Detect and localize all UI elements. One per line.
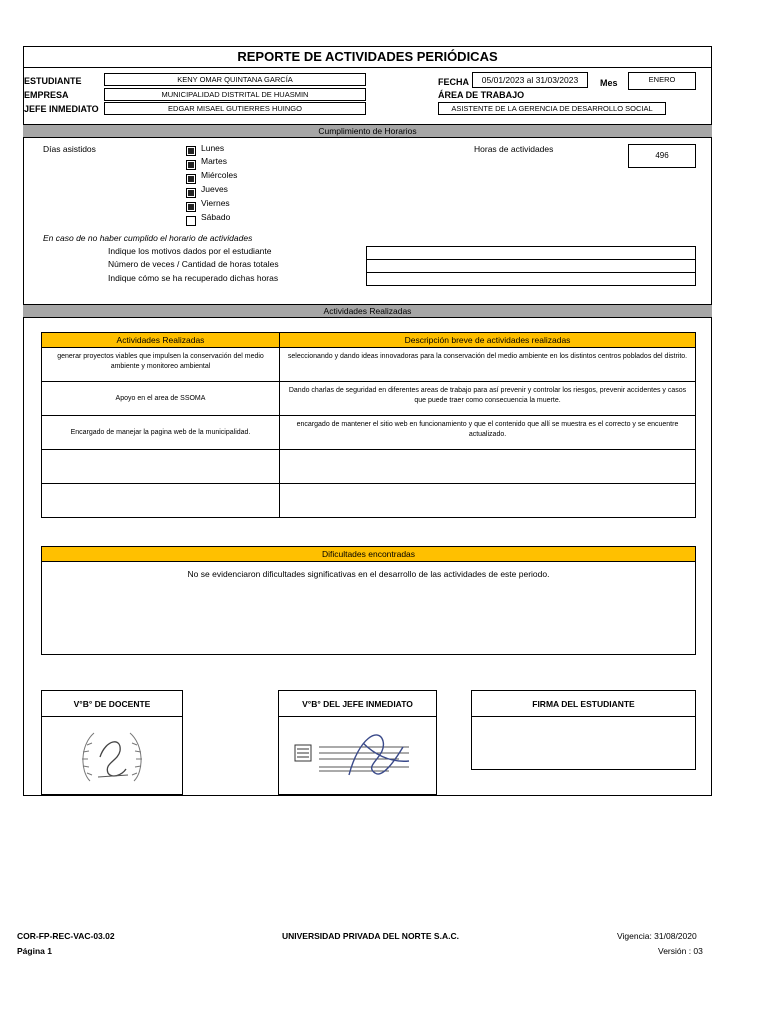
table-cell[interactable]: [42, 484, 280, 518]
dificultades-text: No se evidenciaron dificultades significativas en el desarrollo de las actividades de este periodo.: [187, 569, 550, 579]
footer-code: COR-FP-REC-VAC-03.02: [17, 931, 115, 941]
recuperado-label: Indique cómo se ha recuperado dichas horas: [108, 273, 279, 283]
dificultades-header: Dificultades encontradas: [41, 546, 696, 562]
table-row: [42, 450, 696, 484]
checkbox-jueves[interactable]: [186, 188, 196, 198]
fecha-label: FECHA: [438, 77, 469, 87]
incumplimiento-fields: [366, 246, 696, 286]
empresa-field[interactable]: MUNICIPALIDAD DISTRITAL DE HUASMIN: [104, 88, 366, 101]
table-cell[interactable]: [280, 450, 696, 484]
table-header-row: [42, 333, 696, 348]
docente-signature-label: V°B° DE DOCENTE: [42, 691, 182, 717]
dia-label: Martes: [201, 156, 227, 166]
motivos-label: Indique los motivos dados por el estudiante: [108, 246, 272, 256]
actividades-table: [41, 332, 696, 518]
table-cell[interactable]: [42, 450, 280, 484]
table-row: [42, 484, 696, 518]
table-cell[interactable]: Dando charlas de seguridad en diferentes areas de trabajo para así prevenir y controlar los riesgos, prevenir accidentes y casos que puede traer como consecuencia la muerte.: [280, 382, 696, 416]
checkbox-miercoles[interactable]: [186, 174, 196, 184]
dia-label: Miércoles: [201, 170, 238, 180]
jefe-signature-label: V°B° DEL JEFE INMEDIATO: [279, 691, 436, 717]
checkbox-sabado[interactable]: [186, 216, 196, 226]
footer-vigencia: Vigencia: 31/08/2020: [617, 931, 697, 941]
mes-label: Mes: [600, 78, 618, 88]
dia-label: Viernes: [201, 198, 230, 208]
jefe-field[interactable]: EDGAR MISAEL GUTIERRES HUINGO: [104, 102, 366, 115]
page-title: REPORTE DE ACTIVIDADES PERIÓDICAS: [23, 46, 712, 68]
table-cell[interactable]: Apoyo en el area de SSOMA: [42, 382, 280, 416]
table-row: [42, 348, 696, 382]
dia-label: Sábado: [201, 212, 231, 222]
table-cell[interactable]: encargado de mantener el sitio web en funcionamiento y que el contenido que allí se muestra es el correcto y se encuentre actualizado.: [280, 416, 696, 450]
horas-label: Horas de actividades: [474, 144, 554, 154]
table-cell[interactable]: Encargado de manejar la pagina web de la municipalidad.: [42, 416, 280, 450]
horarios-section-bar: Cumplimiento de Horarios: [23, 124, 712, 138]
estudiante-label: ESTUDIANTE: [24, 76, 82, 86]
table-row: [42, 416, 696, 450]
fecha-field[interactable]: 05/01/2023 al 31/03/2023: [472, 72, 588, 88]
jefe-stamp-icon: [279, 717, 436, 795]
field-divider: [366, 259, 696, 260]
mes-field[interactable]: ENERO: [628, 72, 696, 90]
veces-label: Número de veces / Cantidad de horas totales: [108, 259, 279, 269]
jefe-label: JEFE INMEDIATO: [24, 104, 99, 114]
col-actividades: Actividades Realizadas: [42, 333, 280, 348]
estudiante-signature-box[interactable]: [471, 690, 696, 770]
footer-university: UNIVERSIDAD PRIVADA DEL NORTE S.A.C.: [282, 931, 459, 941]
table-row: [42, 382, 696, 416]
table-cell[interactable]: generar proyectos viables que impulsen la conservación del medio ambiente y monitoreo ambiental: [42, 348, 280, 382]
checkbox-lunes[interactable]: [186, 146, 196, 156]
docente-seal-icon: [42, 717, 182, 795]
checkbox-martes[interactable]: [186, 160, 196, 170]
checkbox-viernes[interactable]: [186, 202, 196, 212]
jefe-signature-box: [278, 690, 437, 795]
col-descripcion: Descripción breve de actividades realizadas: [280, 333, 696, 348]
area-label: ÁREA DE TRABAJO: [438, 90, 525, 100]
dificultades-box[interactable]: [41, 561, 696, 655]
table-cell[interactable]: [280, 484, 696, 518]
incumplimiento-title: En caso de no haber cumplido el horario de actividades: [43, 233, 253, 243]
dia-label: Jueves: [201, 184, 228, 194]
docente-signature-box: [41, 690, 183, 795]
dia-label: Lunes: [201, 143, 225, 153]
dias-label: Días asistidos: [43, 144, 96, 154]
table-cell[interactable]: seleccionando y dando ideas innovadoras para la conservación del medio ambiente en los distintos centros poblados del distrito.: [280, 348, 696, 382]
empresa-label: EMPRESA: [24, 90, 69, 100]
actividades-section-bar: Actividades Realizadas: [23, 304, 712, 318]
estudiante-field[interactable]: KENY OMAR QUINTANA GARCÍA: [104, 73, 366, 86]
field-divider: [366, 272, 696, 273]
horas-field[interactable]: 496: [628, 144, 696, 168]
area-field[interactable]: ASISTENTE DE LA GERENCIA DE DESARROLLO SOCIAL: [438, 102, 666, 115]
footer-version: Versión : 03: [658, 946, 703, 956]
estudiante-signature-label: FIRMA DEL ESTUDIANTE: [472, 691, 695, 717]
footer-page: Página 1: [17, 946, 52, 956]
